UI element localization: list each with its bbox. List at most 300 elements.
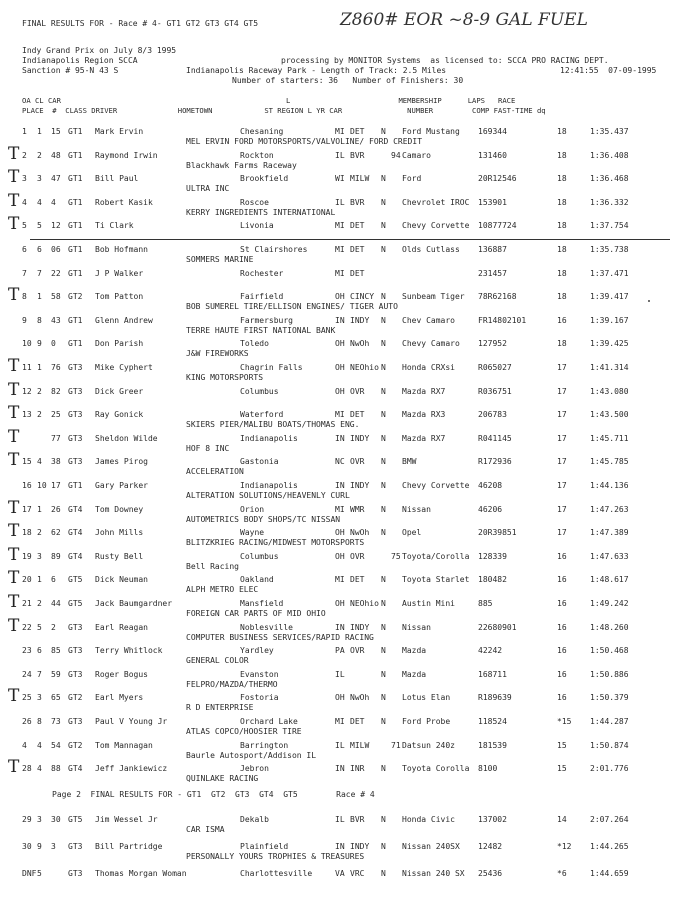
cell-driver: Tom Patton: [95, 292, 144, 302]
cell-car-number: 22: [51, 268, 61, 278]
cell-class-place: 7: [37, 268, 42, 278]
cell-fast-time: 1:50.886: [590, 669, 629, 679]
cell-laps: 17: [557, 410, 567, 420]
cell-place: 4: [22, 740, 27, 750]
cell-car-number: 17: [51, 481, 61, 490]
cell-car: Mazda: [402, 646, 427, 656]
cell-driver: Mike Cyphert: [95, 363, 153, 372]
cell-hometown: Plainfield: [240, 842, 289, 851]
cell-laps: 16: [557, 646, 567, 656]
cell-class-place: 4: [37, 197, 42, 207]
cell-class: GT1: [68, 127, 83, 136]
handwritten-check-mark: T: [8, 167, 20, 188]
cell-year: 71: [391, 740, 401, 750]
cell-place: 20: [22, 575, 32, 585]
cell-hometown: Oakland: [240, 575, 274, 585]
cell-car-number: 65: [51, 693, 61, 703]
cell-region: NwOh: [350, 339, 370, 349]
cell-hometown: Orion: [240, 504, 265, 514]
cell-car: Ford Mustang: [402, 127, 460, 136]
cell-membership-number: R189639: [478, 693, 512, 703]
cell-car-number: 44: [51, 599, 61, 608]
cell-place: 17: [22, 504, 32, 514]
column-headers-1: OA CL CAR L MEMBERSHIP LAPS RACE: [22, 96, 516, 105]
cell-driver: Glenn Andrew: [95, 315, 153, 325]
cell-license: N: [381, 622, 386, 632]
cell-membership-number: 128339: [478, 551, 507, 561]
cell-laps: *12: [557, 842, 572, 851]
cell-state: IN: [335, 433, 345, 443]
handwritten-check-mark: T: [8, 403, 20, 424]
cell-membership-number: 136887: [478, 245, 507, 254]
cell-class-place: 6: [37, 245, 42, 254]
cell-state: MI: [335, 410, 345, 420]
cell-class: GT2: [68, 740, 83, 750]
cell-state: IL: [335, 815, 345, 824]
cell-license: N: [381, 127, 386, 136]
cell-car-number: 38: [51, 457, 61, 467]
cell-sponsor: BOB SUMEREL TIRE/ELLISON ENGINES/ TIGER AUTO: [186, 302, 398, 312]
cell-laps: 18: [557, 339, 567, 349]
cell-hometown: Mansfield: [240, 599, 284, 608]
cell-car: Nissan 240SX: [402, 842, 460, 851]
cell-license: N: [381, 575, 386, 585]
cell-state: IL: [335, 669, 345, 679]
cell-place: 4: [22, 197, 27, 207]
cell-car-number: 89: [51, 551, 61, 561]
cell-class-place: 9: [37, 842, 42, 851]
cell-hometown: Chesaning: [240, 127, 284, 136]
cell-class-place: 2: [37, 599, 42, 608]
handwritten-underline: [30, 239, 670, 240]
handwritten-check-mark: T: [8, 143, 20, 164]
cell-class: GT1: [68, 150, 83, 160]
cell-membership-number: FR14802101: [478, 315, 527, 325]
cell-laps: 17: [557, 481, 567, 490]
cell-license: N: [381, 433, 386, 443]
cell-membership-number: 42242: [478, 646, 503, 656]
cell-car-number: 76: [51, 363, 61, 372]
cell-region: INDY: [350, 622, 370, 632]
cell-fast-time: 1:50.874: [590, 740, 629, 750]
cell-car: Mazda RX7: [402, 433, 446, 443]
cell-fast-time: 1:48.617: [590, 575, 629, 585]
cell-place: 8: [22, 292, 27, 302]
column-headers-2: PLACE # CLASS DRIVER HOMETOWN ST REGION L YR CAR NUMBER COMP FAST-TIME dq: [22, 106, 546, 115]
cell-region: DET: [350, 127, 365, 136]
cell-laps: 18: [557, 197, 567, 207]
cell-state: IN: [335, 764, 345, 774]
cell-laps: 16: [557, 669, 567, 679]
cell-class: GT1: [68, 481, 83, 490]
processing-line: processing by MONITOR Systems as licensed to: SCCA PRO RACING DEPT.: [281, 56, 609, 65]
cell-driver: Tom Mannagan: [95, 740, 153, 750]
cell-class-place: 8: [37, 315, 42, 325]
cell-year: 75: [391, 551, 401, 561]
cell-class-place: 2: [37, 528, 42, 538]
cell-car: Lotus Elan: [402, 693, 451, 703]
cell-car: Mazda RX7: [402, 386, 446, 396]
cell-sponsor: AUTOMETRICS BODY SHOPS/TC NISSAN: [186, 514, 341, 524]
cell-laps: 17: [557, 528, 567, 538]
cell-driver: Ti Clark: [95, 221, 134, 231]
cell-car-number: 30: [51, 815, 61, 824]
cell-driver: Bob Hofmann: [95, 245, 148, 254]
cell-class-place: 1: [37, 292, 42, 302]
cell-hometown: Noblesville: [240, 622, 293, 632]
cell-car: Opel: [402, 528, 422, 538]
cell-car: Austin Mini: [402, 599, 455, 608]
cell-state: IN: [335, 622, 345, 632]
results-title: FINAL RESULTS FOR - Race # 4- GT1 GT2 GT3 GT4 GT5: [22, 19, 259, 28]
cell-hometown: Indianapolis: [240, 481, 298, 490]
cell-car-number: 3: [51, 842, 56, 851]
cell-state: IL: [335, 150, 345, 160]
cell-region: BVR: [350, 197, 365, 207]
cell-class-place: 2: [37, 386, 42, 396]
timestamp: 12:41:55 07-09-1995: [560, 66, 657, 75]
cell-license: N: [381, 245, 386, 254]
cell-sponsor: TERRE HAUTE FIRST NATIONAL BANK: [186, 325, 336, 335]
cell-car-number: 2: [51, 622, 56, 632]
cell-hometown: Waterford: [240, 410, 284, 420]
cell-class: GT5: [68, 575, 83, 585]
cell-sponsor: Blackhawk Farms Raceway: [186, 160, 297, 170]
cell-driver: Paul V Young Jr: [95, 717, 168, 726]
cell-laps: 18: [557, 221, 567, 231]
cell-license: N: [381, 292, 386, 302]
cell-car-number: 06: [51, 245, 61, 254]
cell-membership-number: R041145: [478, 433, 512, 443]
cell-driver: Raymond Irwin: [95, 150, 158, 160]
cell-driver: Roger Bogus: [95, 669, 148, 679]
handwritten-check-mark: T: [8, 757, 20, 778]
cell-membership-number: 169344: [478, 127, 507, 136]
cell-state: NC: [335, 457, 345, 467]
cell-class-place: 9: [37, 339, 42, 349]
handwritten-check-mark: T: [8, 356, 20, 376]
cell-class-place: 8: [37, 717, 42, 726]
cell-membership-number: 8100: [478, 764, 498, 774]
cell-hometown: Roscoe: [240, 197, 269, 207]
cell-fast-time: 1:36.332: [590, 197, 629, 207]
cell-region: BVR: [350, 150, 365, 160]
cell-license: N: [381, 528, 386, 538]
cell-class: GT5: [68, 599, 83, 608]
cell-sponsor: KING MOTORSPORTS: [186, 373, 264, 382]
cell-region: MILW: [350, 740, 370, 750]
cell-class: GT3: [68, 410, 83, 420]
cell-membership-number: 46206: [478, 504, 503, 514]
cell-laps: 16: [557, 575, 567, 585]
cell-driver: Earl Reagan: [95, 622, 148, 632]
cell-car-number: 15: [51, 127, 61, 136]
cell-class: GT3: [68, 669, 83, 679]
cell-car: Chevy Corvette: [402, 481, 470, 490]
cell-place: 16: [22, 481, 32, 490]
cell-car-number: 4: [51, 197, 56, 207]
cell-driver: Terry Whitlock: [95, 646, 163, 656]
cell-laps: 16: [557, 551, 567, 561]
cell-place: 28: [22, 764, 32, 774]
cell-fast-time: 1:50.468: [590, 646, 629, 656]
cell-region: NEOhio: [350, 363, 379, 372]
cell-place: 15: [22, 457, 32, 467]
page-2-header: Page 2 FINAL RESULTS FOR - GT1 GT2 GT3 GT4 GT5 Race # 4: [52, 790, 375, 799]
cell-place: 30: [22, 842, 32, 851]
cell-car-number: 0: [51, 339, 56, 349]
cell-class: GT1: [68, 174, 83, 184]
handwritten-check-mark: T: [8, 214, 20, 235]
cell-place: 19: [22, 551, 32, 561]
cell-region: WMR: [350, 504, 365, 514]
handwritten-check-mark: T: [8, 190, 20, 211]
cell-state: MI: [335, 504, 345, 514]
cell-car-number: 85: [51, 646, 61, 656]
cell-car: Toyota Corolla: [402, 764, 470, 774]
cell-class: GT3: [68, 869, 83, 878]
cell-membership-number: 22680901: [478, 622, 517, 632]
handwritten-check-mark: T: [8, 497, 20, 518]
cell-hometown: Rockton: [240, 150, 274, 160]
cell-car-number: 25: [51, 410, 61, 420]
cell-sponsor: FOREIGN CAR PARTS OF MID OHIO: [186, 609, 326, 618]
cell-hometown: Charlottesville: [240, 869, 313, 878]
cell-hometown: Gastonia: [240, 457, 279, 467]
cell-region: MILW: [350, 174, 370, 184]
cell-fast-time: 1:43.080: [590, 386, 629, 396]
cell-driver: John Mills: [95, 528, 144, 538]
cell-hometown: Dekalb: [240, 815, 269, 824]
cell-laps: 16: [557, 599, 567, 608]
cell-hometown: Jebron: [240, 764, 269, 774]
cell-membership-number: 885: [478, 599, 493, 608]
cell-fast-time: 1:35.437: [590, 127, 629, 136]
cell-car: Ford: [402, 174, 422, 184]
track-line: Indianapolis Raceway Park - Length of Track: 2.5 Miles: [186, 66, 447, 75]
cell-place: 23: [22, 646, 32, 656]
cell-place: 7: [22, 268, 27, 278]
cell-car: Nissan 240 SX: [402, 869, 465, 878]
cell-license: N: [381, 457, 386, 467]
cell-membership-number: 127952: [478, 339, 507, 349]
cell-license: N: [381, 815, 386, 824]
cell-hometown: Brookfield: [240, 174, 289, 184]
cell-hometown: St Clairshores: [240, 245, 308, 254]
cell-car-number: 73: [51, 717, 61, 726]
handwritten-check-mark: T: [8, 521, 20, 542]
cell-region: NEOhio: [350, 599, 379, 608]
cell-license: N: [381, 599, 386, 608]
cell-class-place: 3: [37, 815, 42, 824]
cell-license: N: [381, 693, 386, 703]
cell-membership-number: R172936: [478, 457, 512, 467]
handwritten-check-mark: T: [8, 568, 20, 589]
cell-sponsor: GENERAL COLOR: [186, 656, 249, 666]
cell-driver: Gary Parker: [95, 481, 148, 490]
cell-class-place: 6: [37, 646, 42, 656]
cell-class: GT4: [68, 764, 83, 774]
cell-license: N: [381, 842, 386, 851]
cell-sponsor: CAR ISMA: [186, 825, 225, 834]
cell-class-place: 2: [37, 150, 42, 160]
cell-class-place: 5: [37, 221, 42, 231]
cell-region: OVR: [350, 386, 365, 396]
cell-place: 22: [22, 622, 32, 632]
cell-fast-time: 1:36.408: [590, 150, 629, 160]
cell-fast-time: 1:44.265: [590, 842, 629, 851]
cell-region: DET: [350, 268, 365, 278]
cell-fast-time: 1:39.167: [590, 315, 629, 325]
cell-car: Mazda RX3: [402, 410, 446, 420]
cell-state: MI: [335, 245, 345, 254]
cell-license: N: [381, 339, 386, 349]
cell-license: N: [381, 504, 386, 514]
cell-driver: Ray Gonick: [95, 410, 144, 420]
cell-region: CINCY: [350, 292, 375, 302]
cell-region: DET: [350, 575, 365, 585]
cell-class: GT3: [68, 433, 83, 443]
cell-fast-time: 1:36.468: [590, 174, 629, 184]
cell-region: INR: [350, 764, 365, 774]
cell-region: OVR: [350, 551, 365, 561]
cell-driver: J P Walker: [95, 268, 144, 278]
cell-car-number: 54: [51, 740, 61, 750]
cell-class: GT4: [68, 528, 83, 538]
cell-driver: Thomas Morgan Woman: [95, 869, 187, 878]
cell-license: N: [381, 386, 386, 396]
cell-driver: Bill Partridge: [95, 842, 163, 851]
cell-state: OH: [335, 386, 345, 396]
handwritten-check-mark: T: [8, 592, 20, 612]
cell-class: GT1: [68, 315, 83, 325]
cell-laps: 18: [557, 268, 567, 278]
cell-class: GT3: [68, 717, 83, 726]
cell-class-place: 1: [37, 504, 42, 514]
cell-class-place: 1: [37, 575, 42, 585]
cell-sponsor: J&W FIREWORKS: [186, 349, 249, 359]
cell-laps: 14: [557, 815, 567, 824]
cell-membership-number: 12482: [478, 842, 503, 851]
cell-fast-time: 1:47.263: [590, 504, 629, 514]
cell-driver: Robert Kasik: [95, 197, 153, 207]
cell-state: PA: [335, 646, 345, 656]
cell-membership-number: 25436: [478, 869, 503, 878]
cell-driver: Tom Downey: [95, 504, 144, 514]
cell-car: BMW: [402, 457, 417, 467]
cell-fast-time: 1:45.711: [590, 433, 629, 443]
cell-laps: 18: [557, 150, 567, 160]
cell-laps: 18: [557, 292, 567, 302]
cell-license: N: [381, 869, 386, 878]
cell-place: 25: [22, 693, 32, 703]
cell-car: Chevrolet IROC: [402, 197, 470, 207]
cell-car-number: 43: [51, 315, 61, 325]
event-line: Indy Grand Prix on July 8/3 1995: [22, 46, 177, 55]
cell-class-place: 10: [37, 481, 47, 490]
cell-fast-time: 1:45.785: [590, 457, 629, 467]
cell-sponsor: BLITZKRIEG RACING/MIDWEST MOTORSPORTS: [186, 538, 365, 548]
cell-driver: Jack Baumgardner: [95, 599, 173, 608]
cell-class: GT1: [68, 197, 83, 207]
cell-place: 1: [22, 127, 27, 136]
cell-class: GT4: [68, 504, 83, 514]
cell-region: DET: [350, 410, 365, 420]
cell-fast-time: 1:37.471: [590, 268, 629, 278]
cell-driver: Mark Ervin: [95, 127, 144, 136]
cell-hometown: Toledo: [240, 339, 269, 349]
cell-class-place: 4: [37, 764, 42, 774]
cell-license: N: [381, 646, 386, 656]
cell-hometown: Farmersburg: [240, 315, 293, 325]
cell-license: N: [381, 764, 386, 774]
handwritten-check-mark: T: [8, 379, 20, 400]
cell-license: N: [381, 197, 386, 207]
cell-laps: 15: [557, 764, 567, 774]
cell-state: WI: [335, 174, 345, 184]
cell-laps: 17: [557, 386, 567, 396]
cell-fast-time: 1:35.738: [590, 245, 629, 254]
region-line: Indianapolis Region SCCA: [22, 56, 138, 65]
cell-region: DET: [350, 245, 365, 254]
cell-membership-number: R036751: [478, 386, 512, 396]
cell-driver: Jim Wessel Jr: [95, 815, 158, 824]
cell-fast-time: 1:47.633: [590, 551, 629, 561]
cell-region: INDY: [350, 433, 370, 443]
cell-car-number: 48: [51, 150, 61, 160]
cell-fast-time: 1:43.500: [590, 410, 629, 420]
cell-class-place: 3: [37, 174, 42, 184]
cell-license: N: [381, 315, 386, 325]
cell-driver: Jeff Jankiewicz: [95, 764, 168, 774]
cell-driver: Bill Paul: [95, 174, 139, 184]
cell-license: N: [381, 174, 386, 184]
cell-sponsor: SKIERS PIER/MALIBU BOATS/THOMAS ENG.: [186, 420, 360, 430]
cell-driver: Earl Myers: [95, 693, 144, 703]
cell-place: 24: [22, 669, 32, 679]
handwritten-check-mark: T: [8, 544, 20, 565]
cell-class: GT1: [68, 268, 83, 278]
cell-state: OH: [335, 363, 345, 372]
cell-car-number: 26: [51, 504, 61, 514]
cell-fast-time: 1:37.754: [590, 221, 629, 231]
cell-car-number: 59: [51, 669, 61, 679]
cell-license: N: [381, 221, 386, 231]
scan-speck: [648, 300, 650, 302]
cell-car-number: 88: [51, 764, 61, 774]
cell-region: DET: [350, 221, 365, 231]
cell-state: OH: [335, 292, 345, 302]
cell-class: GT2: [68, 693, 83, 703]
cell-sponsor: Bell Racing: [186, 561, 239, 571]
cell-state: OH: [335, 693, 345, 703]
cell-sponsor: COMPUTER BUSINESS SERVICES/RAPID RACING: [186, 632, 374, 642]
cell-state: OH: [335, 339, 345, 349]
cell-membership-number: 153901: [478, 197, 507, 207]
cell-car-number: 47: [51, 174, 61, 184]
cell-place: 13: [22, 410, 32, 420]
cell-class: GT3: [68, 622, 83, 632]
cell-membership-number: 78R62168: [478, 292, 517, 302]
cell-laps: 17: [557, 433, 567, 443]
cell-fast-time: 1:39.425: [590, 339, 629, 349]
cell-state: OH: [335, 599, 345, 608]
cell-car: Chevy Corvette: [402, 221, 470, 231]
cell-class-place: 2: [37, 410, 42, 420]
cell-region: INDY: [350, 315, 370, 325]
cell-class-place: 4: [37, 740, 42, 750]
cell-state: IN: [335, 315, 345, 325]
